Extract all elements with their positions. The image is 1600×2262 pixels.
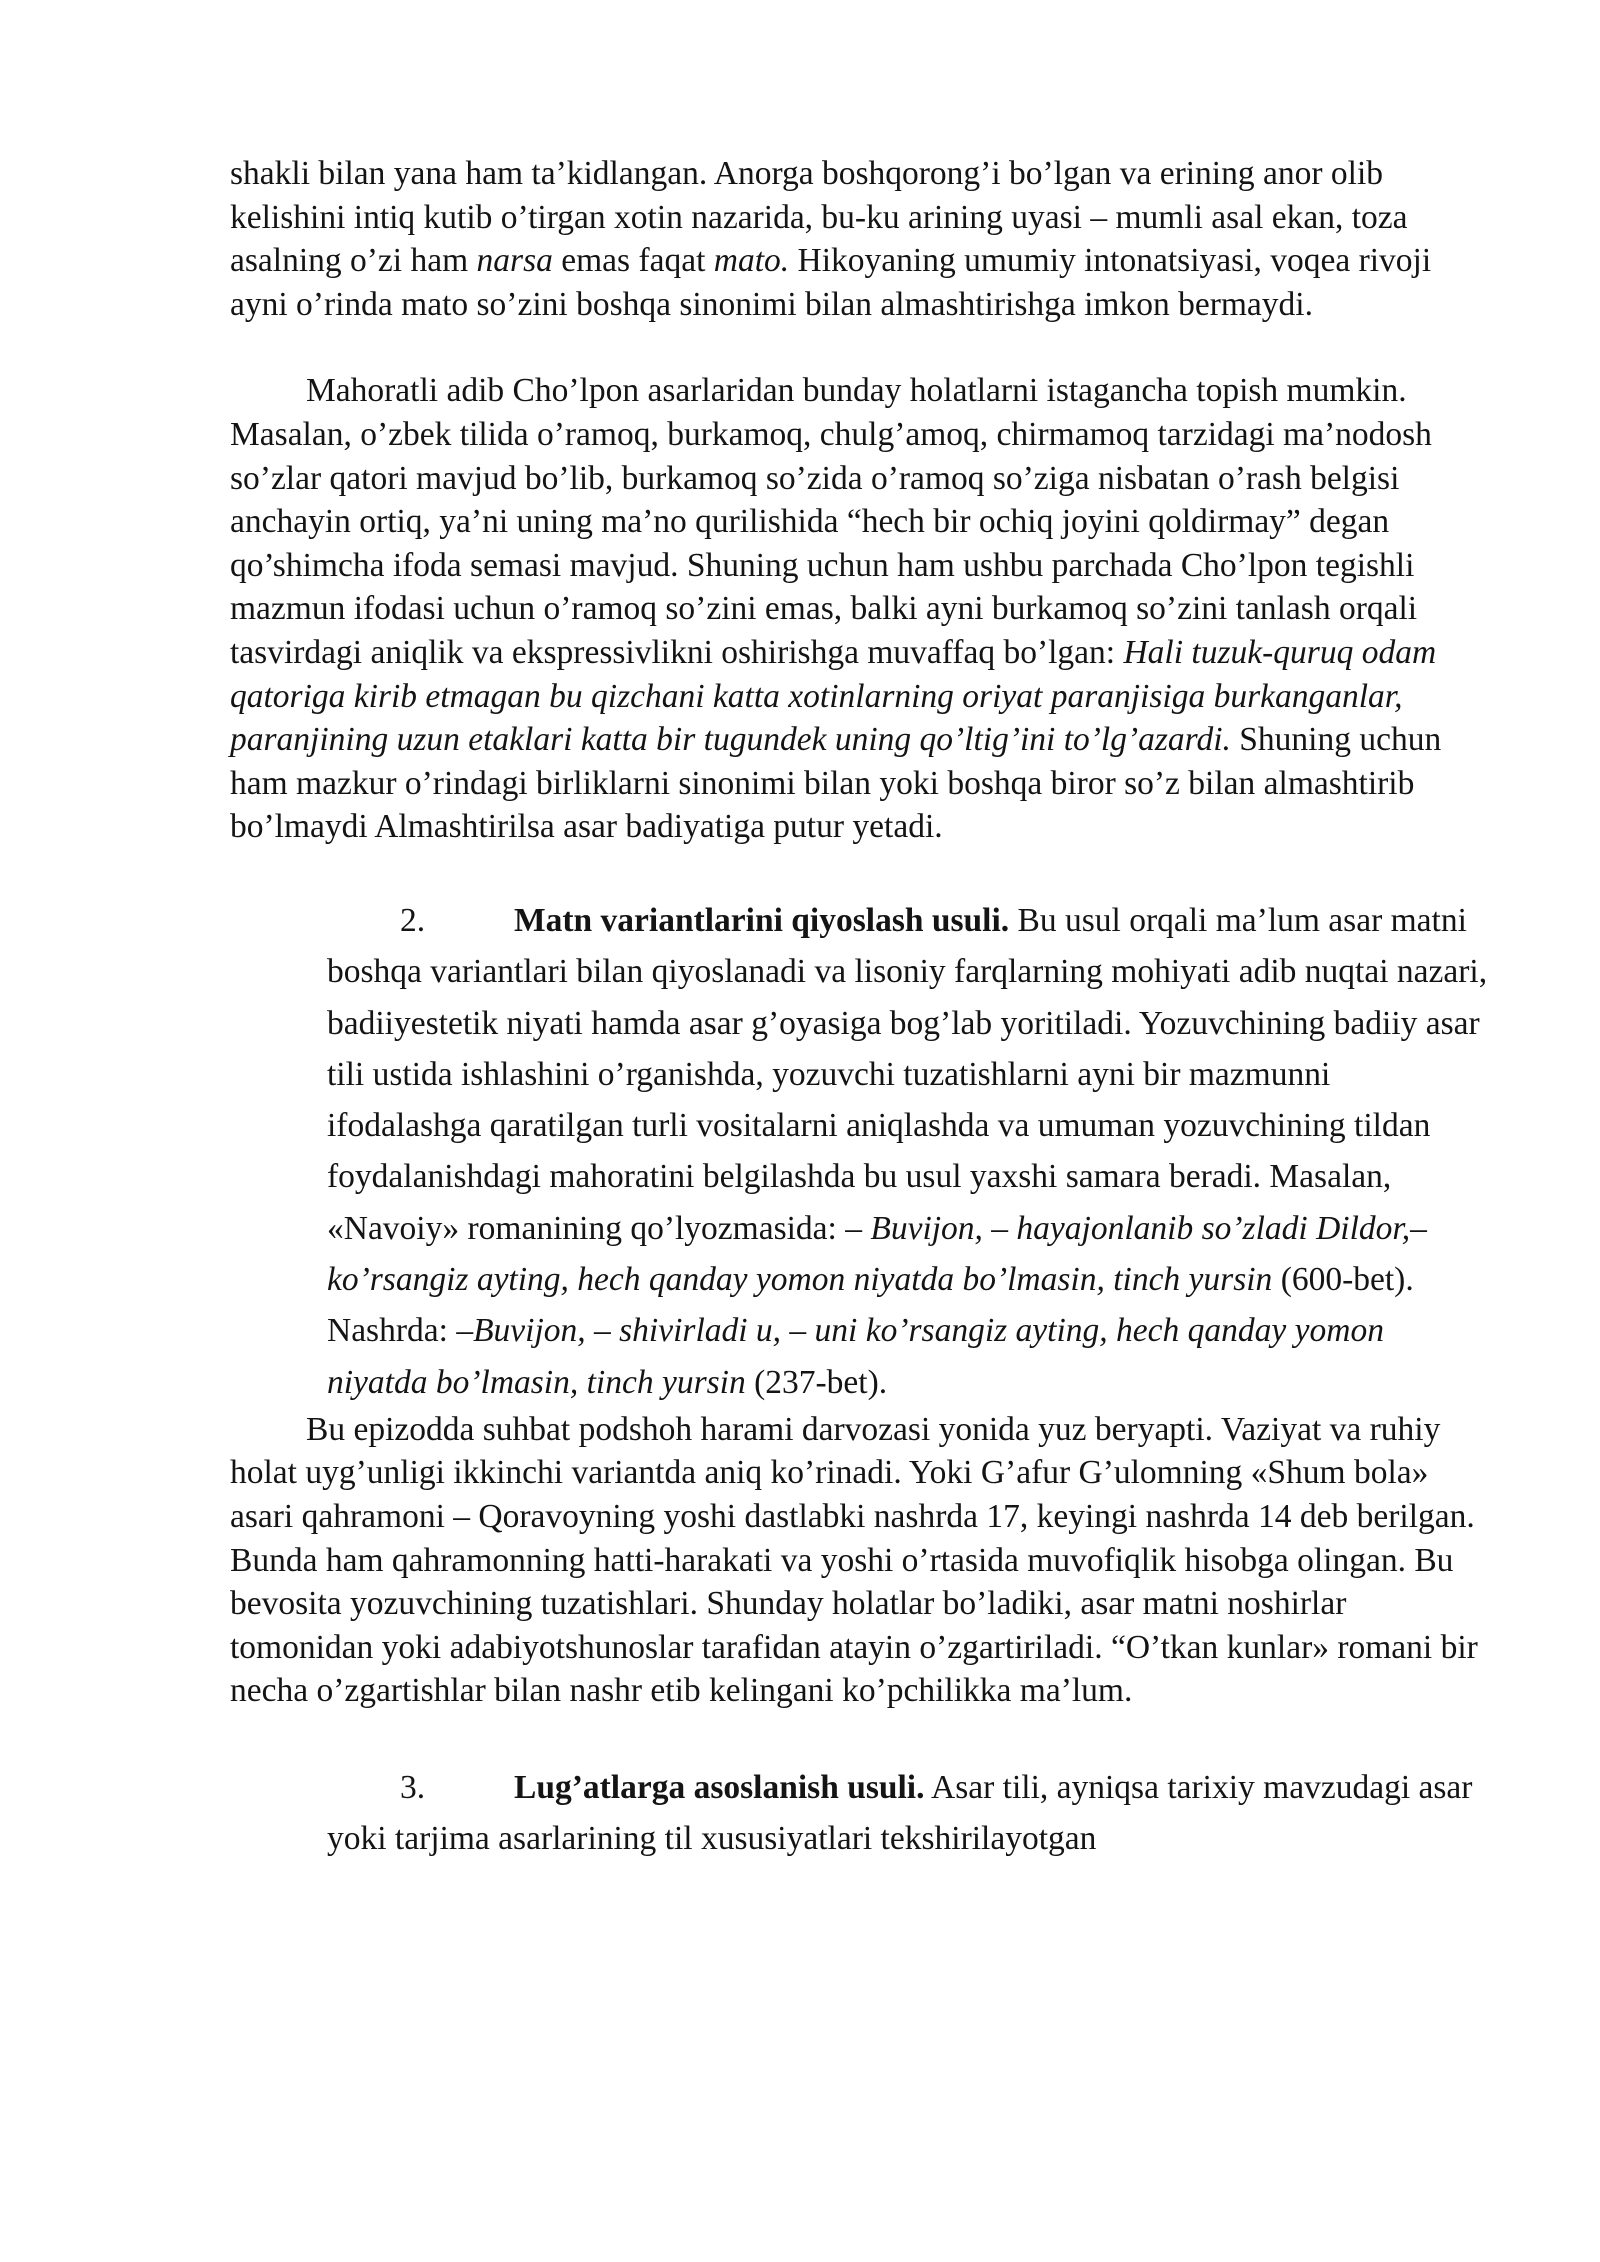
text-run: Hikoyaning umumiy intonatsiyasi, voqea rivoji ayni o’rinda mato so’zini boshqa sinonimi bilan almashtirishga imkon bermaydi. [230,242,1432,323]
paragraph-3: Bu epizodda suhbat podshoh harami darvozasi yonida yuz beryapti. Vaziyat va ruhiy holat uyg’unligi ikkinchi variantda aniq ko’rinadi. Yoki G’afur G’ulomning «Shum bola» asari qahramoni – Qoravoyning yoshi dastlabki nashrda 17, keyingi nashrda 14 deb berilgan. Bunda ham qahramonning hatti-harakati va yoshi o’rtasida muvofiqlik hisobga olingan. Bu bevosita yozuvchining tuzatishlari. Shunday holatlar bo’ladiki, asar matni noshirlar tomonidan yoki adabiyotshunoslar tarafidan atayin o’zgartiriladi. “O’tkan kunlar» romani bir necha o’zgartishlar bilan nashr etib kelingani ko’pchilikka ma’lum. [230,1410,1478,1710]
text-run: shakli bilan yana ham ta’kidlangan. Anorga boshqorong’i bo’lgan va erining anor olib kelishini intiq kutib o’tirgan xotin nazarida, bu-ku arining uyasi – mumli asal ekan, toza asalning o’zi ham [230,155,1408,280]
italic-quote: –Buvijon, – shivirladi u, – uni ko’rsangiz ayting, hech qanday yomon niyatda bo’lmasin, tinch yursin [327,1312,1384,1401]
document-page [230,152,1490,1865]
section-heading: Lug’atlarga asoslanish usuli. [514,1769,925,1807]
paragraph-1 [230,152,1490,326]
text-run: Asar tili, ayniqsa tarixiy mavzudagi asar yoki tarjima asarlarining til xususiyatlari tekshirilayotgan [327,1769,1473,1858]
section-heading: Matn variantlarini qiyoslash usuli. [514,901,1010,939]
text-run: Mahoratli adib Cho’lpon asarlaridan bunday holatlarni istagancha topish mumkin. Masalan, o’zbek tilida o’ramoq, burkamoq, chulg’amoq, chirmamoq tarzidagi ma’nodosh so’zlar qatori mavjud bo’lib, burkamoq so’zida o’ramoq so’ziga nisbatan o’rash belgisi anchayin ortiq, ya’ni uning ma’no qurilishida “hech bir ochiq joyini qoldirmay” degan qo’shimcha ifoda semasi mavjud. Shuning uchun ham ushbu parchada Cho’lpon tegishli mazmun ifodasi uchun o’ramoq so’zini emas, balki ayni burkamoq so’zini tanlash orqali tasvirdagi aniqlik va ekspressivlikni oshirishga muvaffaq bo’lgan: [230,372,1432,671]
list-item-3: 3. Lug’atlarga asoslanish usuli. Asar tili, ayniqsa tarixiy mavzudagi asar yoki tarjima asarlarining til xususiyatlari tekshirilayotgan [327,1769,1473,1858]
paragraph-2 [230,369,1490,849]
list-item-2: 2. Matn variantlarini qiyoslash usuli. Bu usul orqali ma’lum asar matni boshqa variantlari bilan qiyoslanadi va lisoniy farqlarning mohiyati adib nuqtai nazari, badiiyestetik niyati hamda asar g’oyasiga bog’lab yoritiladi. Yozuvchining badiiy asar tili ustida ishlashini o’rganishda, yozuvchi tuzatishlarni ayni bir mazmunni ifodalashga qaratilgan turli vositalarni aniqlashda va umuman yozuvchining tildan foydalanishdagi mahoratini belgilashda bu usul yaxshi samara beradi. Masalan, «Navoiy» romanining qo’lyozmasida: – Buvijon, – hayajonlanib so’zladi Dildor,– ko’rsangiz ayting, hech qanday yomon niyatda bo’lmasin, tinch yursin (600-bet). Nashrda: –Buvijon, – shivirladi u, – uni ko’rsangiz ayting, hech qanday yomon niyatda bo’lmasin, tinch yursin (237-bet). [327,901,1488,1401]
text-run: (600-bet). Nashrda: [327,1260,1414,1350]
italic-text: narsa [476,242,553,280]
italic-text: mato. [713,242,790,280]
text-run: Bu usul orqali ma’lum asar matni boshqa variantlari bilan qiyoslanadi va lisoniy farqlarning mohiyati adib nuqtai nazari, badiiyestetik niyati hamda asar g’oyasiga bog’lab yoritiladi. Yozuvchining badiiy asar tili ustida ishlashini o’rganishda, yozuvchi tuzatishlarni ayni bir mazmunni ifodalashga qaratilgan turli vositalarni aniqlashda va umuman yozuvchining tildan foydalanishdagi mahoratini belgilashda bu usul yaxshi samara beradi. Masalan, «Navoiy» romanining qo’lyozmasida: [327,901,1488,1247]
italic-quote: Hali tuzuk-quruq odam qatoriga kirib etmagan bu qizchani katta xotinlarning oriyat paranjisiga burkanganlar, paranjining uzun etaklari katta bir tugundek uning qo’ltig’ini to’lg’azardi. [230,633,1437,759]
text-run: Shuning uchun ham mazkur o’rindagi birliklarni sinonimi bilan yoki boshqa biror so’z bilan almashtirib bo’lmaydi Almashtirilsa asar badiyatiga putur yetadi. [230,721,1442,846]
text-run: emas faqat [552,242,714,280]
italic-quote: – Buvijon, – hayajonlanib so’zladi Dildor,– ko’rsangiz ayting, hech qanday yomon niyatda bo’lmasin, tinch yursin [327,1209,1427,1298]
text-run: (237-bet). [745,1363,888,1401]
